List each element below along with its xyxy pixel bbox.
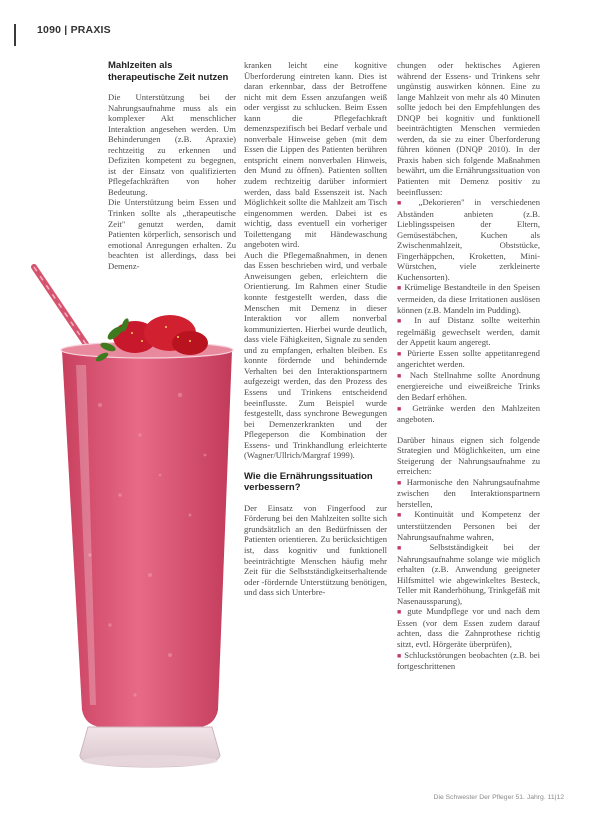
- paragraph: chungen oder hektisches Agieren während der Essens- und Trinkens sehr ungünstig auswirken können. Eine zu lange Mahlzeit von mehr als 40 Minuten sollte jedoch bei den Empfehlungen des DNQP bei kognitiv und funktionell beeinträchtigten Menschen vermieden werden, da sie zu einer Überforderung führen können (DNQP 2010). In der Praxis haben sich folgende Maßnahmen bewährt, um die Ernährungssituation von Patienten mit Demenz positiv zu beeinflussen:: [397, 60, 540, 197]
- list-item: ■ Kontinuität und Kompetenz der unterstützenden Personen bei der Nahrungsaufnahme wahren,: [397, 509, 540, 542]
- paragraph: Darüber hinaus eignen sich folgende Strategien und Möglichkeiten, um eine Steigerung der Nahrungsaufnahme zu erreichen:: [397, 434, 540, 477]
- bullet-square-icon: ■: [397, 608, 404, 617]
- bullet-square-icon: ■: [397, 544, 415, 553]
- list-item: ■ Getränke werden den Mahlzeiten angeboten.: [397, 402, 541, 425]
- list-item: ■ Schluckstörungen beobachten (z.B. bei fortgeschrittenen: [397, 649, 541, 672]
- bullet-square-icon: ■: [397, 284, 402, 293]
- bullet-square-icon: ■: [397, 371, 405, 380]
- page-footer: Die Schwester Der Pfleger 51. Jahrg. 11|12: [433, 794, 564, 801]
- list-item: ■ Krümelige Bestandteile in den Speisen vermeiden, da diese Irritationen auslösen können (z.B. Mandeln im Pudding).: [397, 282, 540, 315]
- bullet-square-icon: ■: [397, 651, 402, 660]
- bullet-list-2: [397, 477, 540, 672]
- paragraph: kranken leicht eine kognitive Überforderung eintreten kann. Dies ist daran erkennbar, dass der Betroffene nicht mit dem Essen anzufangen weiß oder vergisst zu schlucken. Beim Essen kann die Pflegefachkraft demenzspezifisch bei Bedarf verbale und nonverbale Hinweise geben (mit dem Essen die Lippen des Patienten berühren entspricht einem nonverbalen Hinweis, den Mund zu öffnen). Patienten sollten zudem rechtzeitig darüber informiert werden, dass bald Essenszeit ist. Nach Möglichkeit sollte die Mahlzeit am Tisch eingenommen werden. Dabei ist es wichtig, dass eventuell ein vorheriger Toilettengang mit Händewaschung angeboten wird.: [244, 60, 387, 250]
- section-heading-ernaehrung: Wie die Ernährungssituation verbessern?: [244, 470, 373, 494]
- running-header: [37, 24, 111, 36]
- bullet-square-icon: ■: [397, 199, 409, 208]
- list-item: ■ „Dekorieren" in verschiedenen Abständen anbieten (z.B. Lieblingsspeisen der Eltern, Gemüsestäbchen, Kuchen als Zwischenmahlzeit, Obststücke, Fingerhäppchen, Kroketten, Mini-Würstchen, viele zerkleinerte Kuchensorten).: [397, 197, 540, 282]
- header-separator: |: [64, 24, 68, 36]
- list-item: ■ Harmonische den Nahrungsaufnahme zwischen den Interaktionspartnern herstellen,: [397, 476, 540, 509]
- paragraph: Die Unterstützung beim Essen und Trinken sollte als „therapeutische Zeit" genutzt werden, damit Patienten körperlich, sensorisch und emotional Anregungen erhalten. Zu beachten ist allerdings, dass bei Demenz-: [108, 197, 236, 271]
- paragraph: Die Unterstützung bei der Nahrungsaufnahme muss als ein komplexer Akt menschlicher Interaktion angesehen werden. Um Behinderungen (z.B. Apraxie) rechtzeitig zu erkennen und Defiziten kompetent zu begegnen, ist der Einsatz von qualifizierten Pflegefachkräften von hoher Bedeutung.: [108, 92, 236, 197]
- bullet-square-icon: ■: [397, 478, 403, 487]
- list-item: ■ In auf Distanz sollte weiterhin regelmäßig gewechselt werden, damit der Appetit kaum angeregt.: [397, 315, 540, 348]
- text-column-2: [244, 60, 387, 598]
- list-item: ■ Nach Stellnahme sollte Anordnung energiereiche und eiweißreiche Trinks den Bedarf erhöhen.: [397, 369, 541, 402]
- paragraph: Der Einsatz von Fingerfood zur Förderung bei den Mahlzeiten sollte sich grundsätzlich an den Bedürfnissen der Patienten orientieren. Zu berücksichtigen ist, dass kognitiv und funktionell beeinträchtigte Menschen häufig mehr Zeit für die Selbstständigkeitserhaltende oder -fördernde Unterstützung benötigen, und dass sich Unterbre-: [244, 502, 387, 598]
- header-rule: [14, 24, 16, 46]
- paragraph: Auch die Pflegemaßnahmen, in denen das Essen beschrieben wird, und verbale Anweisungen geben, erleichtern die Orientierung. Im Rahmen einer Studie konnte festgestellt werden, dass die Menschen mit Demenz in dieser Interaktion vor allem nonverbal kommunizierten. Hierbei wurde deutlich, dass viele Fähigkeiten, Signale zu senden und zu empfangen, erhalten bleiben. Es konnte fördernde und behindernde Verhalten bei den Interaktionspartnern aufgezeigt werden, das den Prozess des Essens und Trinkens entscheidend beeinflusste. Zum Beispiel wurde festgestellt, dass synchrone Bewegungen bei Demenzerkrankten und der Pflegeperson die Kombination der Essens- und Trinkhandlung erleichterte (Wagner/Ullrich/Margraf 1999).: [244, 249, 387, 461]
- text-column-1: [108, 60, 236, 271]
- section-name: PRAXIS: [70, 24, 111, 36]
- text-column-3: [397, 60, 540, 672]
- bullet-square-icon: ■: [397, 317, 407, 326]
- smoothie-image: [20, 255, 250, 810]
- bullet-list-1: [397, 197, 540, 424]
- list-item: ■ Pürierte Essen sollte appetitanregend angerichtet werden.: [397, 347, 540, 370]
- bullet-square-icon: ■: [397, 404, 406, 413]
- page-number: 1090: [37, 24, 62, 36]
- list-item: ■ gute Mundpflege vor und nach dem Essen (vor dem Essen zudem darauf achten, dass die Zahnprothese richtig sitzt, evtl. Hörgeräte überprüfen),: [397, 606, 540, 649]
- bullet-square-icon: ■: [397, 511, 407, 520]
- bullet-square-icon: ■: [397, 349, 404, 358]
- section-heading-mahlzeiten: Mahlzeiten als therapeutische Zeit nutzen: [108, 60, 229, 83]
- list-item: ■ Selbstständigkeit bei der Nahrungsaufnahme solange wie möglich erhalten (z.B. Anwendung geeigneter Hilfsmittel wie abgewinkeltes Besteck, Teller mit Randerhöhung, Trinkgefäß mit Nasenaussparung),: [397, 542, 540, 606]
